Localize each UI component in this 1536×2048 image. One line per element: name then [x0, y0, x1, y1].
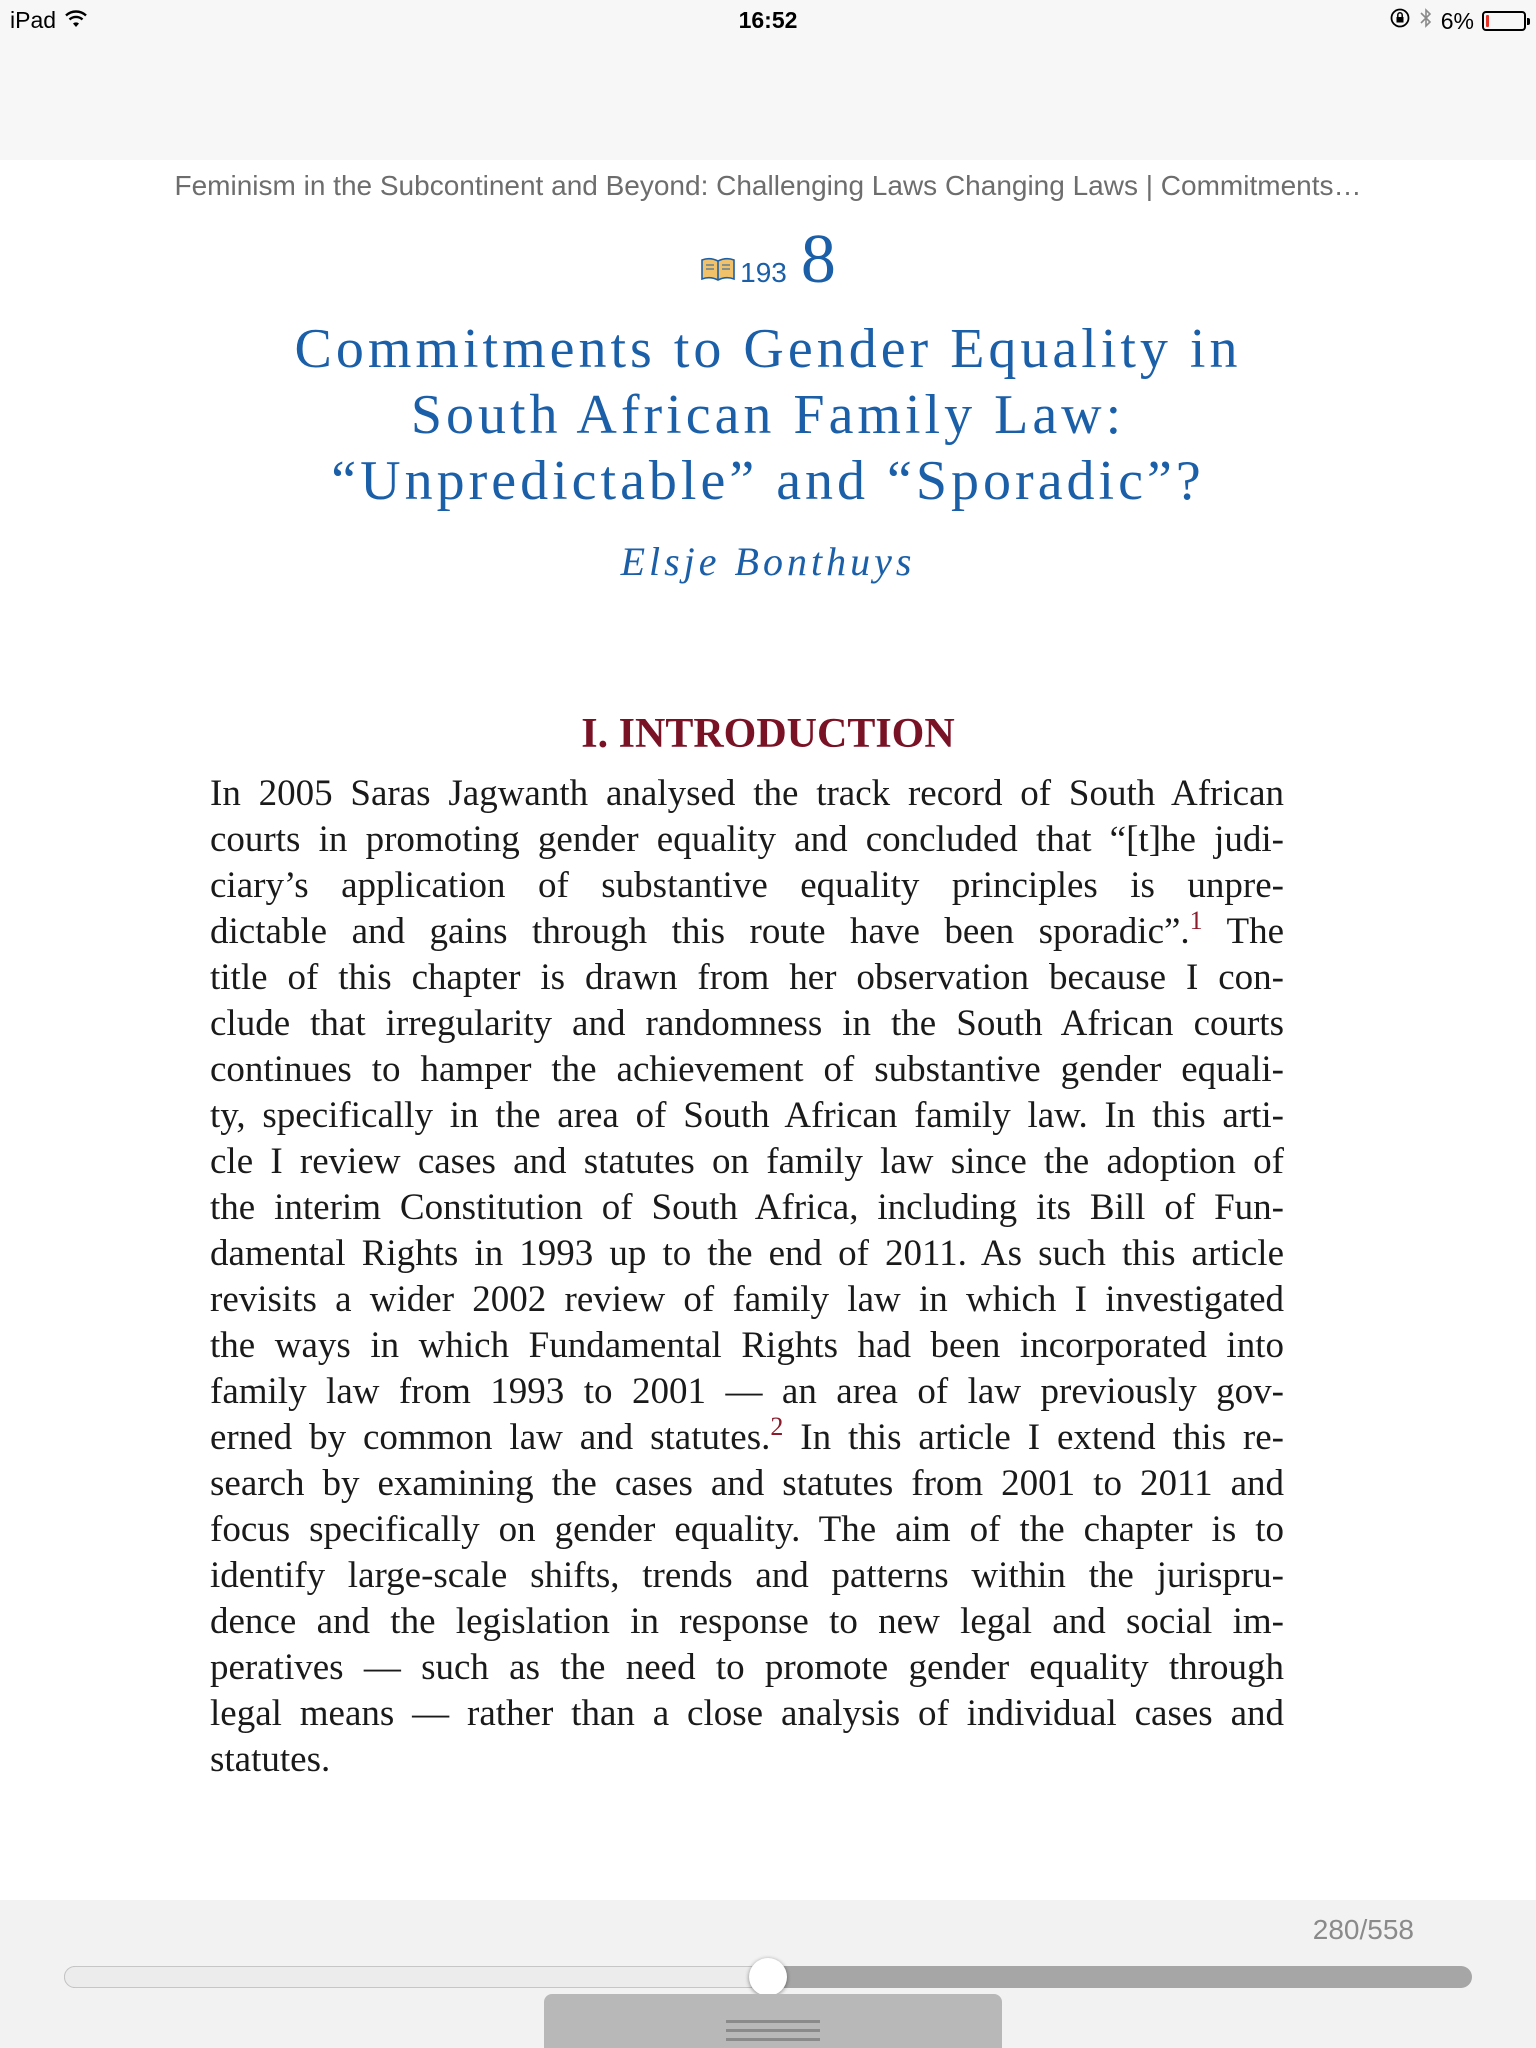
body-line: dence and the legislation in response to new legal and social im-	[210, 1601, 1284, 1642]
body-line-text: dictable and gains through this route have been sporadic”.	[210, 911, 1190, 952]
body-line-text: erned by common law and statutes.	[210, 1417, 771, 1458]
bluetooth-icon	[1419, 7, 1433, 35]
body-line: legal means — rather than a close analysis of individual cases and	[210, 1693, 1284, 1734]
status-time: 16:52	[738, 7, 798, 33]
chapter-author: Elsje Bonthuys	[620, 539, 916, 584]
chapter-title-line: Commitments to Gender Equality in	[294, 318, 1242, 380]
page-marker-number: 193	[740, 257, 787, 288]
running-header: Feminism in the Subcontinent and Beyond: Challenging Laws Changing Laws | Commitments…	[174, 170, 1362, 201]
body-line: focus specifically on gender equality. The aim of the chapter is to	[210, 1509, 1284, 1550]
body-line: continues to hamper the achievement of substantive gender equali-	[210, 1049, 1284, 1090]
status-right	[1389, 7, 1526, 35]
body-line: the ways in which Fundamental Rights had been incorporated into	[210, 1325, 1284, 1366]
battery-tip	[1527, 18, 1530, 25]
bottom-toolbar	[0, 1900, 1536, 2048]
body-paragraph	[210, 771, 1284, 1783]
body-line: statutes.	[210, 1739, 331, 1780]
body-line: the interim Constitution of South Africa, including its Bill of Fun-	[210, 1187, 1284, 1228]
battery-percent: 6%	[1440, 7, 1474, 34]
chapter-title-line: “Unpredictable” and “Sporadic”?	[331, 450, 1205, 512]
body-line: clude that irregularity and randomness in the South African courts	[210, 1003, 1284, 1044]
page-marker[interactable]	[700, 256, 787, 295]
body-line-with-footnote	[210, 906, 1284, 955]
body-line: identify large-scale shifts, trends and patterns within the jurispru-	[210, 1555, 1284, 1596]
footnote-ref-2[interactable]: 2	[770, 1412, 784, 1441]
status-bar	[0, 0, 1536, 44]
drawer-handle[interactable]	[544, 1994, 1002, 2048]
footnote-ref-1[interactable]: 1	[1189, 906, 1203, 935]
body-line: damental Rights in 1993 up to the end of 2011. As such this article	[210, 1233, 1284, 1274]
battery-icon	[1482, 11, 1526, 31]
body-line-tail: In this article I extend this re-	[783, 1417, 1284, 1458]
body-line: ciary’s application of substantive equality principles is unpre-	[210, 865, 1284, 906]
body-line: cle I review cases and statutes on family law since the adoption of	[210, 1141, 1284, 1182]
page-position: 280/558	[1312, 1914, 1414, 1945]
device-label: iPad	[10, 7, 57, 33]
body-line: In 2005 Saras Jagwanth analysed the track record of South African	[210, 773, 1284, 814]
body-line: family law from 1993 to 2001 — an area of law previously gov-	[210, 1371, 1284, 1412]
chapter-title-line: South African Family Law:	[410, 384, 1126, 446]
body-line: title of this chapter is drawn from her observation because I con-	[210, 957, 1284, 998]
body-line: courts in promoting gender equality and concluded that “[t]he judi-	[210, 819, 1284, 860]
orientation-lock-icon	[1389, 7, 1411, 35]
chapter-number: 8	[800, 221, 836, 298]
page-scrubber-progress	[64, 1966, 768, 1988]
body-line: search by examining the cases and statutes from 2001 to 2011 and	[210, 1463, 1284, 1504]
book-icon	[700, 256, 736, 289]
body-line: peratives — such as the need to promote gender equality through	[210, 1647, 1284, 1688]
body-line: revisits a wider 2002 review of family law in which I investigated	[210, 1279, 1284, 1320]
body-line: ty, specifically in the area of South African family law. In this arti-	[210, 1095, 1284, 1136]
body-line-tail: The	[1202, 911, 1284, 952]
chapter-number-row	[0, 221, 1536, 298]
section-heading: I. INTRODUCTION	[581, 711, 955, 757]
grip-icon	[726, 2020, 820, 2047]
body-line-with-footnote	[210, 1412, 1284, 1461]
page-scrubber-thumb[interactable]	[749, 1958, 787, 1996]
battery-level	[1486, 15, 1489, 27]
chapter-title	[0, 316, 1536, 514]
top-toolbar	[0, 0, 1536, 160]
